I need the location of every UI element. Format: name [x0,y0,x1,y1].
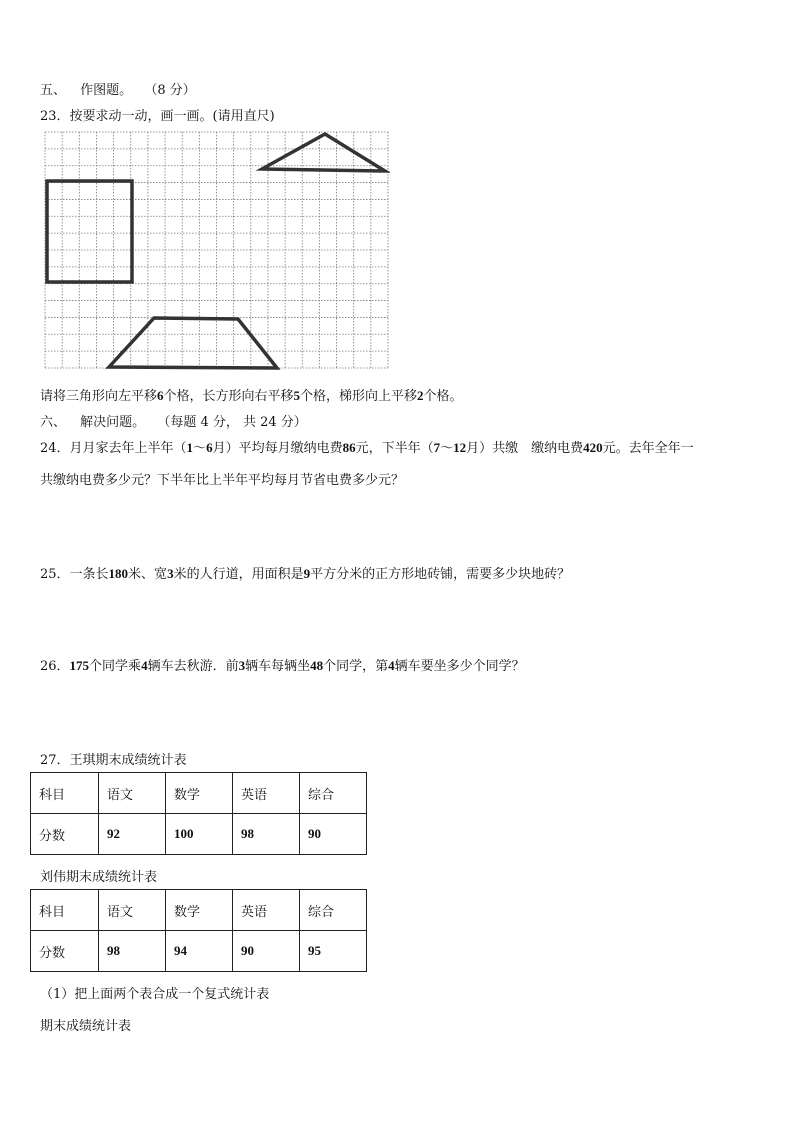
q24-number: 86 [342,440,356,455]
table-cell: 语文 [99,773,166,814]
table-cell: 语文 [99,890,166,931]
table-row [31,931,367,972]
q26-segment: 26． [40,659,70,674]
section-6-title: 解决问题。 [80,415,146,430]
q26-segment: 辆车去秋游．前 [147,659,239,674]
q26-segment: 辆车要坐多少个同学？ [394,659,525,674]
table-cell: 分数 [31,931,99,972]
table-cell: 92 [99,814,166,855]
score-table-wang-qi [30,772,367,855]
table-row [31,814,367,855]
q26-number: 48 [310,658,324,673]
table-cell: 98 [233,814,300,855]
q25-number: 3 [167,566,174,581]
section-5-score: （8 分） [144,83,196,98]
q23-instruction-text: 个格。 [423,389,463,404]
q24-text: 月）平均每月缴纳电费 [212,441,343,456]
trapezoid-shape [109,318,277,368]
table-cell: 100 [166,814,233,855]
q24-text: ～ [440,441,454,456]
q24-text: ～ [193,441,207,456]
table-1-title: 27．王琪期末成绩统计表 [40,753,187,768]
q23-instruction-number: 5 [293,388,301,403]
q23-instruction-text: 个格，长方形向右平移 [163,389,294,404]
table-cell: 98 [99,931,166,972]
q23-instruction-text: 请将三角形向左平移 [40,389,158,404]
q26-number: 4 [141,658,148,673]
q24-text: 月）共缴 缴纳电费 [466,441,584,456]
section-5-title: 作图题。 [80,83,133,98]
dot-grid-figure [43,130,390,370]
q24-number: 6 [206,440,213,455]
q26-number: 175 [69,658,90,673]
section-5-number: 五、 [40,83,67,98]
section-6-header [40,411,307,430]
table-2-title: 刘伟期末成绩统计表 [40,870,158,885]
rectangle-shape [47,181,132,282]
section-6-score: （每题 4 分， 共 24 分） [157,415,307,430]
q24-line-1 [40,437,694,456]
table-cell: 综合 [300,890,367,931]
q23-prompt: 23．按要求动一动，画一画。(请用直尺) [40,109,275,124]
table-cell: 数学 [166,773,233,814]
q26-segment: 个同学，第 [323,659,389,674]
q24-number: 1 [186,440,194,455]
grid-lines [45,132,388,368]
q23-instruction-number: 2 [417,388,424,403]
section-5-header [40,79,196,98]
q26-text [40,655,525,674]
q24-number: 12 [453,440,467,455]
table-cell: 科目 [31,890,99,931]
q25-number: 180 [108,566,129,581]
grid-svg [43,130,390,370]
q23-instruction-text: 个格，梯形向上平移 [300,389,418,404]
table-cell: 94 [166,931,233,972]
q26-number: 3 [238,658,246,673]
q25-segment: 25．一条长 [40,567,109,582]
q25-number: 9 [303,566,311,581]
q27-sub-question-1: （1）把上面两个表合成一个复式统计表 [40,987,270,1002]
q26-segment: 个同学乘 [89,659,142,674]
q24-text: 元，下半年（ [355,441,434,456]
table-cell: 90 [300,814,367,855]
q25-segment: 米的人行道，用面积是 [173,567,304,582]
table-cell: 综合 [300,773,367,814]
q25-text [40,563,570,582]
combined-table-title: 期末成绩统计表 [40,1019,132,1034]
table-cell: 科目 [31,773,99,814]
table-cell: 分数 [31,814,99,855]
table-cell: 英语 [233,773,300,814]
table-header-row [31,773,367,814]
table-header-row [31,890,367,931]
section-6-number: 六、 [40,415,67,430]
q26-number: 4 [388,658,395,673]
q24-text: 元。去年全年一 [602,441,694,456]
q23-instruction [40,385,463,404]
q24-line-2: 共缴纳电费多少元？下半年比上半年平均每月节省电费多少元？ [40,473,405,488]
q24-number: 7 [433,440,441,455]
table-cell: 英语 [233,890,300,931]
q25-segment: 米、宽 [128,567,168,582]
q24-text: 24．月月家去年上半年（ [40,441,187,456]
score-table-liu-wei [30,889,367,972]
table-cell: 95 [300,931,367,972]
q24-number: 420 [583,440,603,455]
table-cell: 90 [233,931,300,972]
q26-segment: 辆车每辆坐 [245,659,311,674]
table-cell: 数学 [166,890,233,931]
q25-segment: 平方分米的正方形地砖铺，需要多少块地砖？ [310,567,571,582]
q23-instruction-number: 6 [157,388,164,403]
